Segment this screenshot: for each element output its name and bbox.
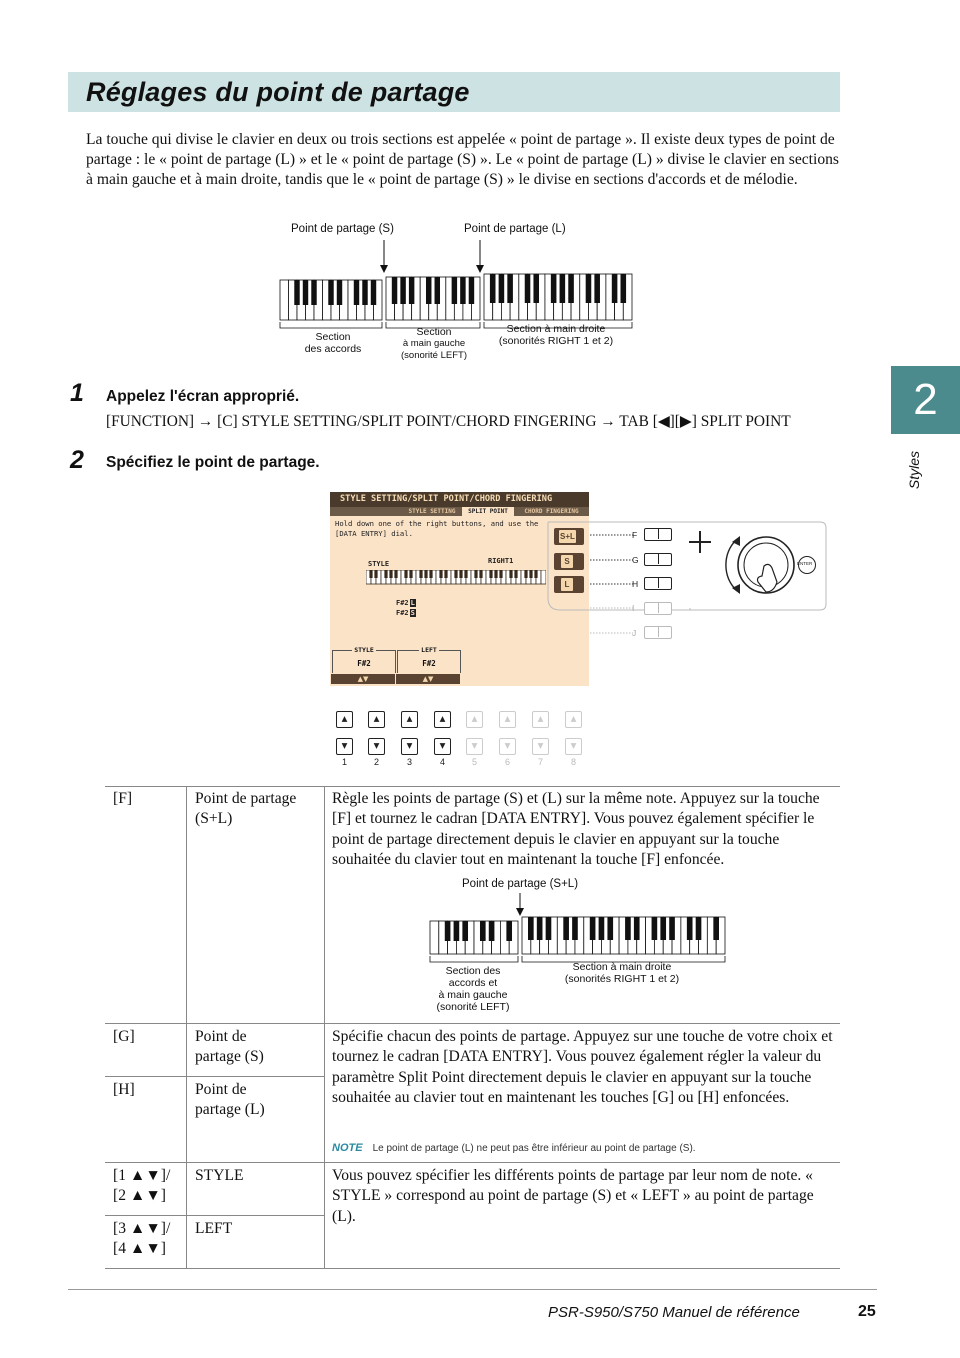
button-6-up[interactable]: ▲ bbox=[499, 711, 516, 728]
row-gh-desc: Spécifie chacun des points de partage. Appuyez sur une touche de votre choix et tournez le cadran [DATA ENTRY]. Vous pouvez également régler la valeur du paramètre Split Point directement depuis le clavier en appuyant sur la touche souhaitée au clavier tout en maintenant les touches [G] ou [H] enfoncées. bbox=[332, 1028, 833, 1107]
section-left-label: Section à main gauche (sonorité LEFT) bbox=[401, 326, 467, 361]
black-key bbox=[568, 274, 574, 303]
row-f-name: Point de partage (S+L) bbox=[195, 790, 297, 828]
table-rule bbox=[105, 1023, 840, 1024]
black-key bbox=[424, 570, 427, 578]
black-key bbox=[445, 921, 451, 941]
button-7-number: 7 bbox=[537, 757, 543, 767]
data-entry-dial-icon[interactable] bbox=[722, 522, 802, 608]
black-key bbox=[533, 274, 539, 303]
black-key bbox=[599, 917, 605, 940]
black-key bbox=[621, 274, 627, 303]
black-key bbox=[404, 570, 407, 578]
black-key bbox=[625, 917, 631, 940]
black-key bbox=[696, 917, 702, 940]
row-f-key: [F] bbox=[113, 790, 133, 807]
button-1-up[interactable]: ▲ bbox=[336, 711, 353, 728]
button-4-down[interactable]: ▼ bbox=[434, 738, 451, 755]
footer-text: PSR-S950/S750 Manuel de référence bbox=[548, 1304, 800, 1321]
black-key bbox=[389, 570, 392, 578]
lcd-message: Hold down one of the right buttons, and use the [DATA ENTRY] dial. bbox=[335, 519, 539, 538]
lcd-icon-s-plus-l: S+L bbox=[554, 528, 584, 545]
black-key bbox=[494, 570, 497, 578]
black-key bbox=[514, 570, 517, 578]
white-key bbox=[430, 921, 439, 954]
diagram2-right-label: Section à main droite (sonorités RIGHT 1 et 2) bbox=[564, 961, 680, 985]
table-col-divider bbox=[324, 786, 325, 1268]
lcd-right-label: RIGHT1 bbox=[488, 557, 514, 565]
button-5-number: 5 bbox=[471, 757, 477, 767]
black-key bbox=[490, 274, 496, 303]
lcd-icon-s: S bbox=[554, 553, 584, 570]
black-key bbox=[660, 917, 666, 940]
button-8-number: 8 bbox=[570, 757, 576, 767]
black-key bbox=[572, 917, 578, 940]
black-key bbox=[400, 277, 405, 304]
black-key bbox=[392, 277, 397, 304]
black-key bbox=[469, 277, 474, 304]
lcd-style-label: STYLE bbox=[368, 560, 390, 568]
black-key bbox=[362, 280, 367, 305]
button-3-number: 3 bbox=[406, 757, 412, 767]
step-2-number: 2 bbox=[70, 446, 84, 474]
black-key bbox=[499, 274, 505, 303]
black-key bbox=[525, 274, 531, 303]
note-tag: NOTE bbox=[332, 1142, 363, 1154]
button-5-up[interactable]: ▲ bbox=[466, 711, 483, 728]
diagram2-left-label: Section des accords et à main gauche (sonorité LEFT) bbox=[436, 965, 510, 1013]
black-key bbox=[560, 274, 566, 303]
black-key bbox=[480, 921, 486, 941]
black-key bbox=[394, 570, 397, 578]
black-key bbox=[652, 917, 658, 940]
side-label-h: H bbox=[632, 579, 639, 589]
keyboard-keys bbox=[430, 917, 725, 954]
black-key bbox=[506, 921, 512, 941]
enter-label: ENTER bbox=[797, 561, 813, 566]
black-key bbox=[435, 277, 440, 304]
lcd-tab-split-point[interactable]: SPLIT POINT bbox=[462, 507, 514, 516]
split-point-l-label: Point de partage (L) bbox=[464, 223, 566, 235]
lcd-marker-l: F#2 L bbox=[396, 599, 415, 607]
chapter-label: Styles bbox=[906, 450, 923, 490]
black-key bbox=[537, 917, 543, 940]
black-key bbox=[454, 570, 457, 578]
row-left-key: [3 ▲▼]/ [4 ▲▼] bbox=[113, 1220, 171, 1258]
black-key bbox=[479, 570, 482, 578]
lcd-icon-l: L bbox=[554, 576, 584, 593]
step-1-title: Appelez l'écran approprié. bbox=[106, 388, 300, 405]
step-1-path: [FUNCTION] → [C] STYLE SETTING/SPLIT POINT/CHORD FINGERING → TAB [◀][▶] SPLIT POINT bbox=[106, 413, 791, 430]
side-label-i: I bbox=[632, 603, 635, 613]
row-style-left-desc: Vous pouvez spécifier les différents points de partage par leur nom de note. « STYLE » correspond au point de partage (S) et « LEFT » au point de partage (L). bbox=[332, 1167, 814, 1225]
button-7-up[interactable]: ▲ bbox=[532, 711, 549, 728]
page-title: Réglages du point de partage bbox=[86, 77, 470, 107]
black-key bbox=[328, 280, 333, 305]
black-key bbox=[590, 917, 596, 940]
black-key bbox=[499, 570, 502, 578]
black-key bbox=[634, 917, 640, 940]
black-key bbox=[563, 917, 569, 940]
black-key bbox=[429, 570, 432, 578]
plus-icon-vertical bbox=[699, 531, 701, 553]
button-8-down[interactable]: ▼ bbox=[565, 738, 582, 755]
table-col-divider bbox=[186, 786, 187, 1268]
black-key bbox=[419, 570, 422, 578]
button-3-up[interactable]: ▲ bbox=[401, 711, 418, 728]
black-key bbox=[452, 277, 457, 304]
black-key bbox=[489, 570, 492, 578]
intro-paragraph: La touche qui divise le clavier en deux ou trois sections est appelée « point de partage ». Il existe deux types de point de partage : le « point de partage (L) » et le « point de partage (S) ». Le « point de partage (L) » divise le clavier en sections à main gauche et à main droite, tandis que le « point de partage (S) » le divise en sections d'accords et de mélodie. bbox=[86, 131, 839, 188]
table-rule bbox=[105, 1215, 324, 1216]
chapter-tab: 2 bbox=[891, 366, 960, 434]
black-key bbox=[551, 274, 557, 303]
black-key bbox=[489, 921, 495, 941]
row-f-desc: Règle les points de partage (S) et (L) sur la même note. Appuyez sur la touche [F] et tournez le cadran [DATA ENTRY]. Vous pouvez également spécifier le point de partage directement depuis le clavier en appuyant sur la touche souhaitée du clavier tout en maintenant la touche [F] enfoncée. bbox=[332, 790, 820, 869]
button-4-number: 4 bbox=[439, 757, 445, 767]
black-key bbox=[354, 280, 359, 305]
side-label-g: G bbox=[632, 555, 639, 565]
keyboard-keys bbox=[280, 274, 632, 320]
black-key bbox=[337, 280, 342, 305]
table-rule bbox=[105, 1162, 840, 1163]
page-number: 25 bbox=[858, 1303, 876, 1320]
black-key bbox=[612, 274, 618, 303]
button-8-up[interactable]: ▲ bbox=[565, 711, 582, 728]
keyboard-diagram-2 bbox=[420, 893, 740, 963]
step-1-number: 1 bbox=[70, 379, 84, 407]
row-left-name: LEFT bbox=[195, 1220, 233, 1237]
button-g[interactable] bbox=[644, 553, 672, 566]
button-6-down[interactable]: ▼ bbox=[499, 738, 516, 755]
table-rule-bottom bbox=[105, 1268, 840, 1269]
row-style-key: [1 ▲▼]/ [2 ▲▼] bbox=[113, 1167, 171, 1205]
black-key bbox=[454, 921, 460, 941]
row-h-key: [H] bbox=[113, 1081, 135, 1098]
note bbox=[332, 1138, 696, 1156]
row-g-key: [G] bbox=[113, 1028, 135, 1045]
row-h-name: Point de partage (L) bbox=[195, 1081, 265, 1119]
black-key bbox=[303, 280, 308, 305]
lcd-tab-chord-fingering[interactable]: CHORD FINGERING bbox=[524, 508, 579, 515]
button-5-down[interactable]: ▼ bbox=[466, 738, 483, 755]
black-key bbox=[509, 570, 512, 578]
lcd-keyboard bbox=[366, 570, 546, 586]
button-2-number: 2 bbox=[373, 757, 379, 767]
black-key bbox=[371, 280, 376, 305]
black-key bbox=[384, 570, 387, 578]
white-key bbox=[280, 280, 289, 320]
black-key bbox=[474, 570, 477, 578]
black-key bbox=[464, 570, 467, 578]
black-key bbox=[409, 570, 412, 578]
section-right-label: Section à main droite (sonorités RIGHT 1 et 2) bbox=[498, 323, 614, 347]
note-text: Le point de partage (L) ne peut pas être inférieur au point de partage (S). bbox=[372, 1143, 696, 1154]
black-key bbox=[444, 570, 447, 578]
black-key bbox=[529, 570, 532, 578]
black-key bbox=[294, 280, 299, 305]
lcd-style-arrows: ▲▼ bbox=[331, 674, 395, 684]
black-key bbox=[374, 570, 377, 578]
lcd-style-box: STYLE F#2 bbox=[332, 650, 396, 673]
button-2-up[interactable]: ▲ bbox=[368, 711, 385, 728]
black-key bbox=[460, 277, 465, 304]
button-j[interactable] bbox=[644, 626, 672, 639]
black-key bbox=[459, 570, 462, 578]
side-label-f: F bbox=[632, 530, 638, 540]
table-rule-top bbox=[105, 786, 840, 787]
black-key bbox=[594, 274, 600, 303]
button-6-number: 6 bbox=[504, 757, 510, 767]
black-key bbox=[439, 570, 442, 578]
row-g-name: Point de partage (S) bbox=[195, 1028, 264, 1066]
black-key bbox=[528, 917, 534, 940]
button-i[interactable] bbox=[644, 602, 672, 615]
black-key bbox=[462, 921, 468, 941]
footer-rule bbox=[68, 1289, 877, 1290]
step-2-title: Spécifiez le point de partage. bbox=[106, 454, 320, 471]
button-4-up[interactable]: ▲ bbox=[434, 711, 451, 728]
button-2-down[interactable]: ▼ bbox=[368, 738, 385, 755]
black-key bbox=[546, 917, 552, 940]
button-1-number: 1 bbox=[341, 757, 347, 767]
side-label-j: J bbox=[632, 628, 637, 638]
lcd-header: STYLE SETTING/SPLIT POINT/CHORD FINGERING bbox=[330, 492, 589, 507]
black-key bbox=[669, 917, 675, 940]
section-chords-label: Section des accords bbox=[304, 331, 362, 355]
black-key bbox=[524, 570, 527, 578]
black-key bbox=[507, 274, 513, 303]
button-h[interactable] bbox=[644, 577, 672, 590]
lcd-tabs bbox=[330, 507, 589, 516]
split-point-s-label: Point de partage (S) bbox=[291, 223, 394, 235]
button-7-down[interactable]: ▼ bbox=[532, 738, 549, 755]
lcd-left-arrows: ▲▼ bbox=[396, 674, 460, 684]
lcd-left-box: LEFT F#2 bbox=[397, 650, 461, 673]
lcd-marker-s: F#2 S bbox=[396, 609, 415, 617]
button-1-down[interactable]: ▼ bbox=[336, 738, 353, 755]
black-key bbox=[586, 274, 592, 303]
black-key bbox=[369, 570, 372, 578]
black-key bbox=[426, 277, 431, 304]
black-key bbox=[311, 280, 316, 305]
table-rule bbox=[105, 1076, 324, 1077]
black-key bbox=[409, 277, 414, 304]
lcd-tab-style-setting[interactable]: STYLE SETTING bbox=[408, 508, 456, 515]
black-key bbox=[687, 917, 693, 940]
split-point-sl-label: Point de partage (S+L) bbox=[462, 878, 579, 890]
row-style-name: STYLE bbox=[195, 1167, 244, 1184]
black-key bbox=[534, 570, 537, 578]
button-3-down[interactable]: ▼ bbox=[401, 738, 418, 755]
black-key bbox=[607, 917, 613, 940]
button-f[interactable] bbox=[644, 528, 672, 541]
black-key bbox=[713, 917, 719, 940]
